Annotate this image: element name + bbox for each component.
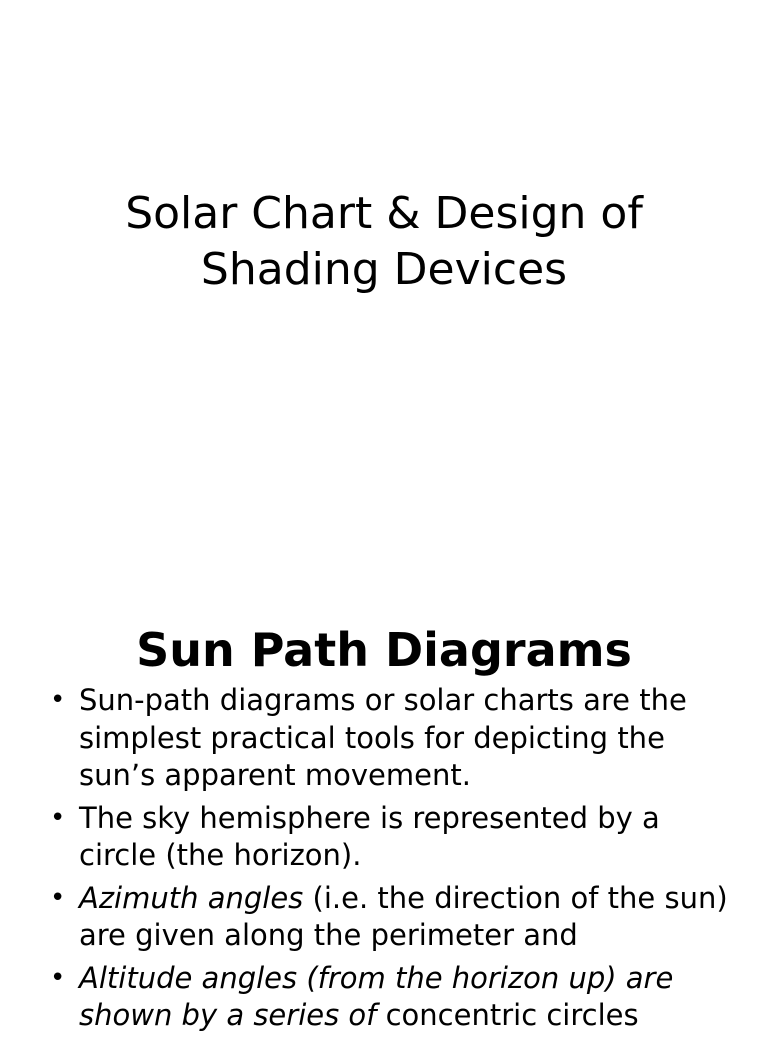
content-slide bbox=[0, 576, 768, 1032]
bullet-marker: • bbox=[50, 685, 66, 715]
bullet-item bbox=[48, 800, 738, 875]
bullet-emphasis: Altitude angles (from the horizon up) are shown by a series of bbox=[79, 960, 674, 1032]
bullet-item bbox=[48, 880, 738, 955]
bullet-text: concentric circles bbox=[376, 998, 639, 1032]
bullet-emphasis: Azimuth angles bbox=[79, 880, 304, 915]
bullet-marker: • bbox=[50, 962, 66, 993]
title-line-2: Shading Devices bbox=[200, 244, 568, 295]
bullet-marker: • bbox=[50, 882, 66, 913]
bullet-item bbox=[48, 960, 738, 1035]
bullet-text: (i.e. the direction of the sun) are given along the perimeter and bbox=[79, 880, 728, 952]
bullet-marker: • bbox=[50, 802, 66, 833]
presentation-title bbox=[0, 186, 768, 298]
title-line-1: Solar Chart & Design of bbox=[125, 188, 643, 239]
slide-heading: Sun Path Diagrams bbox=[136, 623, 632, 677]
bullet-list bbox=[48, 682, 738, 1040]
bullet-text: The sky hemisphere is represented by a circle (the horizon). bbox=[79, 800, 660, 872]
bullet-item bbox=[48, 682, 738, 795]
bullet-text: Sun-path diagrams or solar charts are the simplest practical tools for depicting the sun’s apparent movement. bbox=[79, 683, 687, 792]
